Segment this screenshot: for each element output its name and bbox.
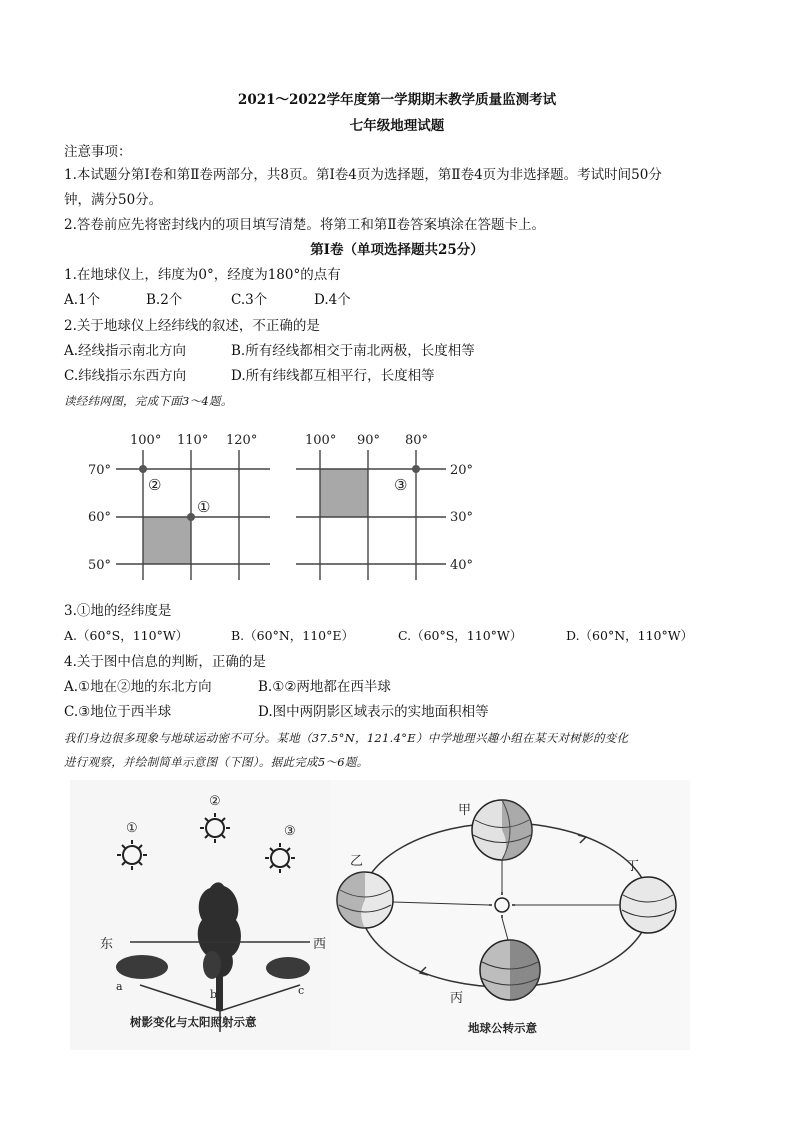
q2-option-c: C.纬线指示东西方向 [64, 368, 187, 384]
q3-option-a: A.（60°S，110°W） [64, 628, 189, 643]
exam-subtitle: 七年级地理试题 [349, 118, 445, 134]
q3-option-c: C.（60°S，110°W） [398, 628, 523, 643]
right-lon-label-100: 100° [305, 433, 337, 448]
q4-option-d: D.图中两阴影区域表示的实地面积相等 [258, 704, 489, 720]
orbit-figure [330, 780, 690, 1050]
point-2-dot [139, 465, 147, 473]
position-label-bing: 丙 [450, 991, 464, 1006]
notes-item2: 2.答卷前应先将密封线内的项目填写清楚。将第工和第Ⅱ卷答案填涂在答题卡上。 [64, 217, 546, 233]
right-lat-label-40: 40° [450, 558, 474, 573]
sun-label-2: ② [209, 794, 221, 809]
shadow-label-b: b [210, 988, 218, 1001]
left-grid [88, 433, 270, 580]
right-lon-label-80: 80° [405, 433, 429, 448]
exam-title: 2021～2022学年度第一学期期末教学质量监测考试 [237, 92, 557, 108]
sun-label-1: ① [126, 821, 138, 836]
right-grid [296, 433, 473, 580]
intro-5-6-line1: 我们身边很多现象与地球运动密不可分。某地（37.5°N，121.4°E）中学地理兴趣小组在某天对树影的变化 [64, 731, 629, 745]
marker-1: ① [197, 498, 211, 516]
notes-item1-line2: 钟，满分50分。 [64, 192, 163, 208]
intro-5-6-line2: 进行观察，并绘制简单示意图（下图）。据此完成5～6题。 [64, 755, 369, 769]
lat-lon-grid-figure [0, 420, 794, 590]
sun-label-3: ③ [284, 824, 296, 839]
q1-option-c: C.3个 [231, 292, 268, 308]
q3-option-d: D.（60°N，110°W） [566, 628, 694, 643]
q4-stem: 4.关于图中信息的判断，正确的是 [64, 654, 266, 670]
left-lat-label-70: 70° [88, 463, 112, 478]
right-lat-label-20: 20° [450, 463, 474, 478]
orbit-figure-caption: 地球公转示意 [468, 1021, 537, 1035]
earth-jia-icon [472, 800, 532, 860]
shadow-label-a: a [116, 980, 123, 993]
q3-stem: 3.①地的经纬度是 [64, 603, 172, 619]
position-label-yi: 乙 [350, 854, 364, 869]
notes-heading: 注意事项： [64, 144, 132, 160]
left-lon-label-110: 110° [177, 433, 209, 448]
right-lat-label-30: 30° [450, 510, 474, 525]
q2-option-a: A.经线指示南北方向 [64, 343, 187, 359]
q4-option-c: C.③地位于西半球 [64, 704, 172, 720]
q1-option-a: A.1个 [64, 292, 101, 308]
marker-3: ③ [394, 476, 408, 494]
q3-option-b: B.（60°N，110°E） [231, 628, 354, 643]
tree-figure-caption: 树影变化与太阳照射示意 [130, 1015, 257, 1029]
q2-option-b: B.所有经线都相交于南北两极，长度相等 [231, 343, 475, 359]
section1-heading: 第Ⅰ卷（单项选择题共25分） [310, 242, 484, 258]
earth-yi-icon [337, 872, 393, 928]
tree-trunk [216, 975, 223, 1011]
q2-option-d: D.所有纬线都互相平行，长度相等 [231, 368, 435, 384]
position-label-jia: 甲 [458, 803, 472, 818]
left-lat-label-60: 60° [88, 510, 112, 525]
west-label: 西 [313, 937, 327, 952]
earth-bing-icon [480, 940, 540, 1000]
q1-stem: 1.在地球仪上，纬度为0°，经度为180°的点有 [64, 267, 341, 283]
marker-2: ② [148, 476, 162, 494]
q1-option-d: D.4个 [314, 292, 351, 308]
east-label: 东 [100, 937, 114, 952]
q2-stem: 2.关于地球仪上经纬线的叙述，不正确的是 [64, 318, 320, 334]
left-lat-label-50: 50° [88, 558, 112, 573]
point-1-dot [187, 513, 195, 521]
right-shaded-area [320, 469, 368, 517]
shadow-label-c: c [298, 984, 305, 997]
left-lon-label-120: 120° [226, 433, 258, 448]
left-lon-label-100: 100° [130, 433, 162, 448]
shadow-b [203, 951, 221, 979]
q4-option-b: B.①②两地都在西半球 [258, 679, 391, 695]
tree-shadow-figure [70, 780, 370, 1050]
point-3-dot [412, 465, 420, 473]
shadow-a [116, 955, 168, 979]
q1-option-b: B.2个 [146, 292, 183, 308]
intro-3-4: 读经纬网图，完成下面3～4题。 [64, 394, 233, 408]
q4-option-a: A.①地在②地的东北方向 [64, 679, 212, 695]
position-label-ding: 丁 [626, 859, 640, 874]
left-shaded-area [143, 517, 191, 564]
shadow-c [266, 957, 310, 979]
notes-item1-line1: 1.本试题分第Ⅰ卷和第Ⅱ卷两部分，共8页。第Ⅰ卷4页为选择题，第Ⅱ卷4页为非选择题。考试时间50分 [64, 167, 662, 183]
earth-ding-icon [620, 877, 676, 933]
right-lon-label-90: 90° [357, 433, 381, 448]
